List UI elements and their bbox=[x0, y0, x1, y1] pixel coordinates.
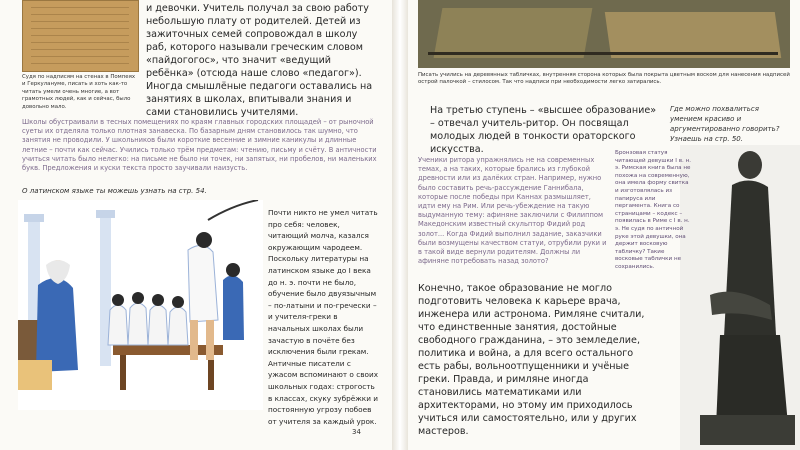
school-paragraph: Школы обустраивали в тесных помещениях по краям главных городских площадей – от рыночной суеты их отделяла только плотная занавеска. По базарным дням становилось так шумно, что занятия не проводили. У школьников были короткие весенние и зимние каникулы и длинные летние – почти как сейчас. Учились только трём предметам: чтению, письму и счёту. В античности учиться читать было нелегко: на письме не было ни точек, ни запятых, ни пробелов, ни маленьких букв. Предложения и куски текста просто заучивали наизусть. bbox=[22, 118, 377, 173]
book-gutter bbox=[392, 0, 408, 450]
page-number: 34 bbox=[352, 428, 361, 436]
rhetor-paragraph: Ученики ритора упражнялись не на современных темах, а на таких, которые брались из глубокой древности или из далёких стран. Например, нужно было составить речь-рассуждение Ганнибала, которые после победы при Каннах размышляет, идти ему на Рим. Или речь-убеждение на такую выдуманную тему: афиняне заключили с Филиппом Македонским известный скульптор Фидий род золот... Когда Фидий выполнил задание, заказчики были возмущены качеством статуи, отрубили руки и в такой виде вернули родителям. Должны ли афиняне потребовать назад золото? bbox=[418, 156, 607, 266]
intro-paragraph: и девочки. Учитель получал за свою работу небольшую плату от родителей. Детей из зажиточных семей сопровождал в школу раб, которого называли греческим словом «пайдогогос», что значит «ведущий ребёнка» (отсюда наше слово «педагог»). Иногда смышлёные педагоги оставались на занятиях в школах, впитывали знания и сами становились учителями. bbox=[146, 3, 373, 118]
wax-tablet-image bbox=[22, 0, 139, 72]
illustration-side-text: Почти никто не умел читать про себя: человек, читающий молча, казался окружающим чародеем. Поскольку литературы на латинском языке до I века до н. э. почти не было, обучение было двуязычным – по-латыни и по-гречески – и учителя-греки в начальных школах были зачастую в почёте без исключения были грекам. Античные писатели с ужасом вспоминают о своих школьных годах: строгость в классах, скуку зубрёжки и постоянную угрозу побоев от учителя за каждый урок. bbox=[268, 208, 379, 426]
latin-reference: О латинском языке ты можешь узнать на стр. 54. bbox=[22, 187, 207, 195]
side-question: Где можно похвалиться умением красиво и аргументированно говорить? Узнаешь на стр. 50. bbox=[670, 105, 780, 143]
school-illustration bbox=[18, 200, 263, 410]
statue-caption: Бронзовая статуя читающей девушки I в. н. э. Римская книга была не похожа на современную, она имела форму свитка и изготовлялась из папируса или пергамента. Книга со страницами – кодекс – появилась в Риме с I в. н. э. Не судя по античной руке этой девушки, она держит восковую табличку? Такие восковые таблички не сохранились. bbox=[615, 150, 692, 270]
conclusion-paragraph: Конечно, такое образование не могло подготовить человека к карьере врача, инженера или астронома. Римляне считали, что единственные занятия, достойные свободного гражданина, – это земледелие, политика и война, а для всего остального есть рабы, вольноотпущенники и учёные греки. Правда, и римляне иногда становились математиками или архитекторами, но этому им приходилось учиться или самостоятельно, или у других мастеров. bbox=[418, 283, 645, 437]
photo-caption: Писать учились на деревянных табличках, внутренняя сторона которых была покрыта цветным воском для нанесения надписей острой палочкой – стилосом. Так что надписи при необходимости легко затирались. bbox=[418, 72, 790, 86]
left-page bbox=[0, 0, 392, 450]
tablet-caption: Судя по надписям на стенах в Помпеях и Геркулануме, писать и хоть как-то читать умели очень многие, а вот грамотных людей, как и сейчас, было довольно мало. bbox=[22, 74, 136, 110]
writing-tablets-photo bbox=[418, 0, 790, 68]
third-stage-paragraph: На третью ступень – «высшее образование» – отвечал учитель-ритор. Он посвящал молодых людей в тонкости ораторского искусства. bbox=[430, 105, 657, 155]
right-page bbox=[408, 0, 800, 450]
statue-image bbox=[680, 145, 800, 450]
